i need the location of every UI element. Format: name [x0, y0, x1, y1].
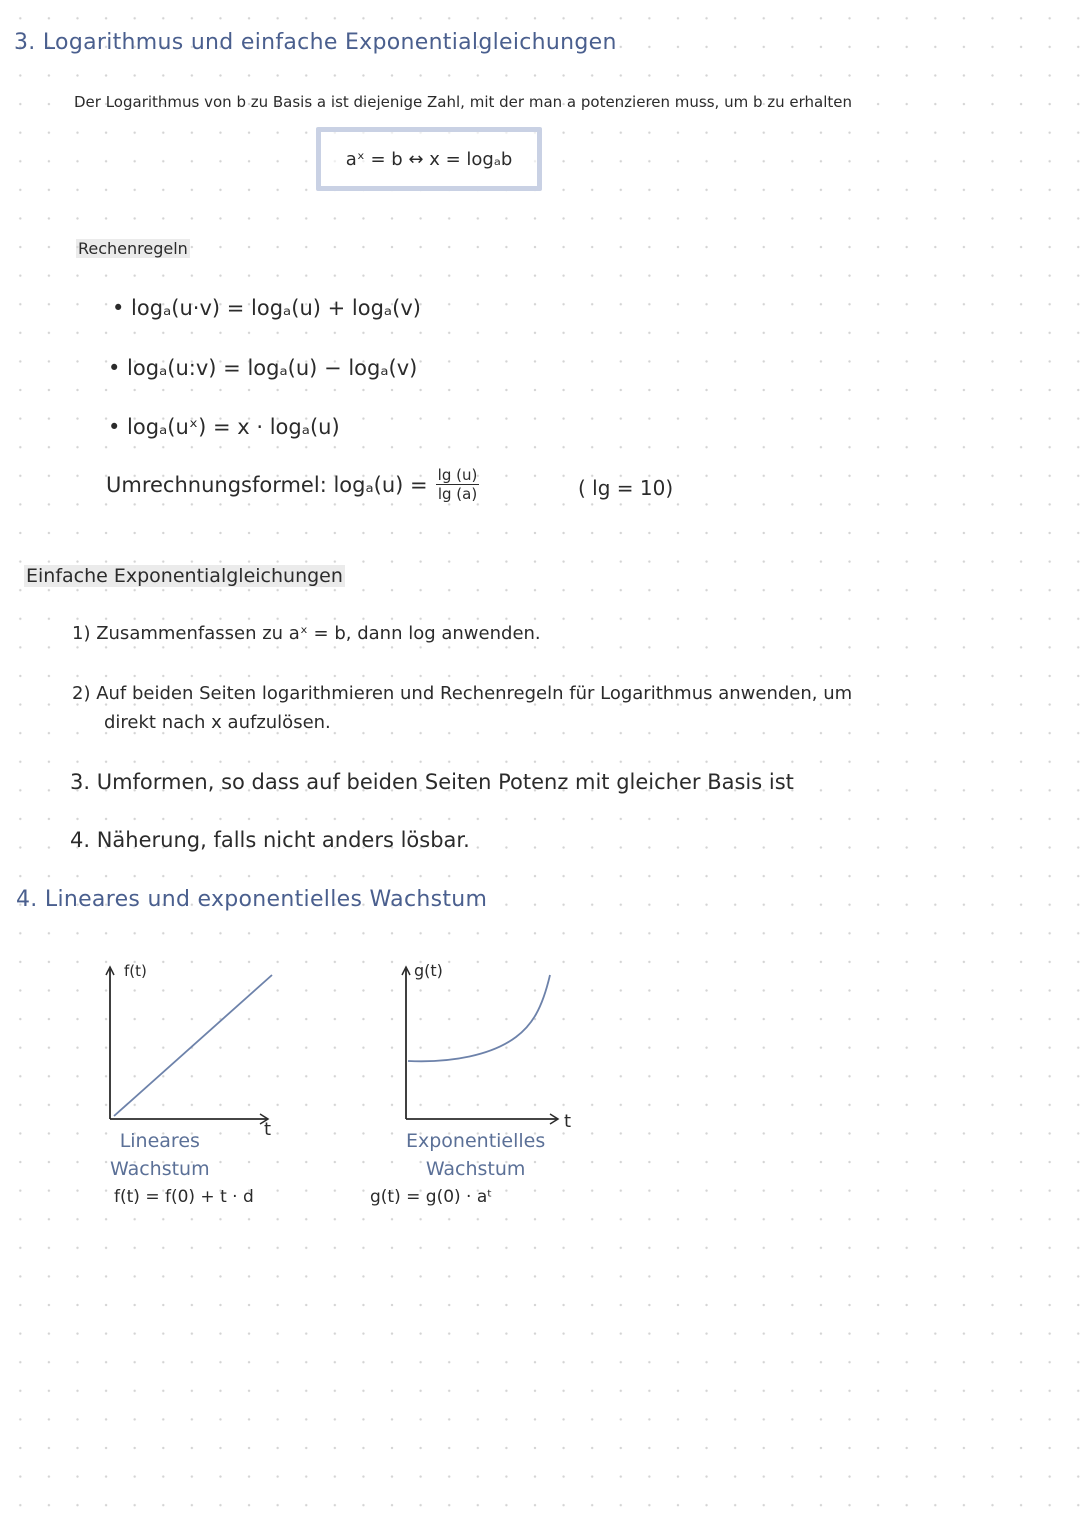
linear-growth-label [110, 1127, 210, 1183]
definition-formula: aˣ = b ↔ x = logₐb [345, 148, 513, 170]
exp-step-1: 1) Zusammenfassen zu aˣ = b, dann log anwenden. [72, 623, 541, 644]
rule-product: • logₐ(u·v) = logₐ(u) + logₐ(v) [112, 296, 421, 320]
linear-label-line-1: Lineares [119, 1130, 200, 1152]
linear-label-line-2: Wachstum [110, 1158, 210, 1180]
definition-formula-box [316, 127, 542, 191]
rule-quotient: • logₐ(u:v) = logₐ(u) − logₐ(v) [108, 356, 418, 380]
conversion-label: Umrechnungsformel: logₐ(u) = [106, 472, 428, 497]
exp-x-axis-label: t [564, 1111, 572, 1132]
exp-step-3: 3. Umformen, so dass auf beiden Seiten Potenz mit gleicher Basis ist [70, 770, 794, 794]
exp-equations-heading [24, 565, 345, 587]
exponential-growth-label [406, 1127, 545, 1183]
conversion-fraction [436, 466, 480, 503]
linear-y-axis-label: f(t) [124, 962, 147, 980]
linear-growth-graph [96, 955, 296, 1135]
section-4-title: 4. Lineares und exponentielles Wachstum [16, 887, 488, 912]
exp-step-4: 4. Näherung, falls nicht anders lösbar. [70, 828, 470, 852]
conversion-denominator: lg (a) [437, 485, 478, 503]
linear-growth-formula: f(t) = f(0) + t · d [114, 1187, 254, 1207]
exp-label-line-1: Exponentielles [406, 1130, 546, 1152]
exponential-growth-formula: g(t) = g(0) · aᵗ [370, 1187, 493, 1207]
exponential-growth-curve [408, 975, 550, 1061]
logarithm-definition: Der Logarithmus von b zu Basis a ist diejenige Zahl, mit der man a potenzieren muss, um b zu erhalten [74, 93, 853, 111]
rule-power: • logₐ(uˣ) = x · logₐ(u) [108, 415, 340, 439]
exp-equations-heading-text: Einfache Exponentialgleichungen [26, 565, 343, 587]
conversion-formula [106, 466, 479, 503]
exp-y-axis-label: g(t) [414, 961, 443, 980]
section-3-title: 3. Logarithmus und einfache Exponentialgleichungen [14, 30, 617, 55]
rules-heading [76, 239, 190, 258]
exp-step-2-line-2: direkt nach x aufzulösen. [104, 712, 331, 733]
exponential-growth-graph [392, 955, 592, 1135]
linear-growth-line [114, 975, 272, 1116]
linear-x-axis-label: t [264, 1119, 272, 1135]
exp-label-line-2: Wachstum [425, 1158, 526, 1180]
rules-heading-text: Rechenregeln [78, 239, 188, 258]
exp-step-2-line-1: 2) Auf beiden Seiten logarithmieren und Rechenregeln für Logarithmus anwenden, um [72, 683, 853, 704]
conversion-numerator: lg (u) [437, 466, 478, 484]
conversion-note: ( lg = 10) [578, 476, 674, 500]
